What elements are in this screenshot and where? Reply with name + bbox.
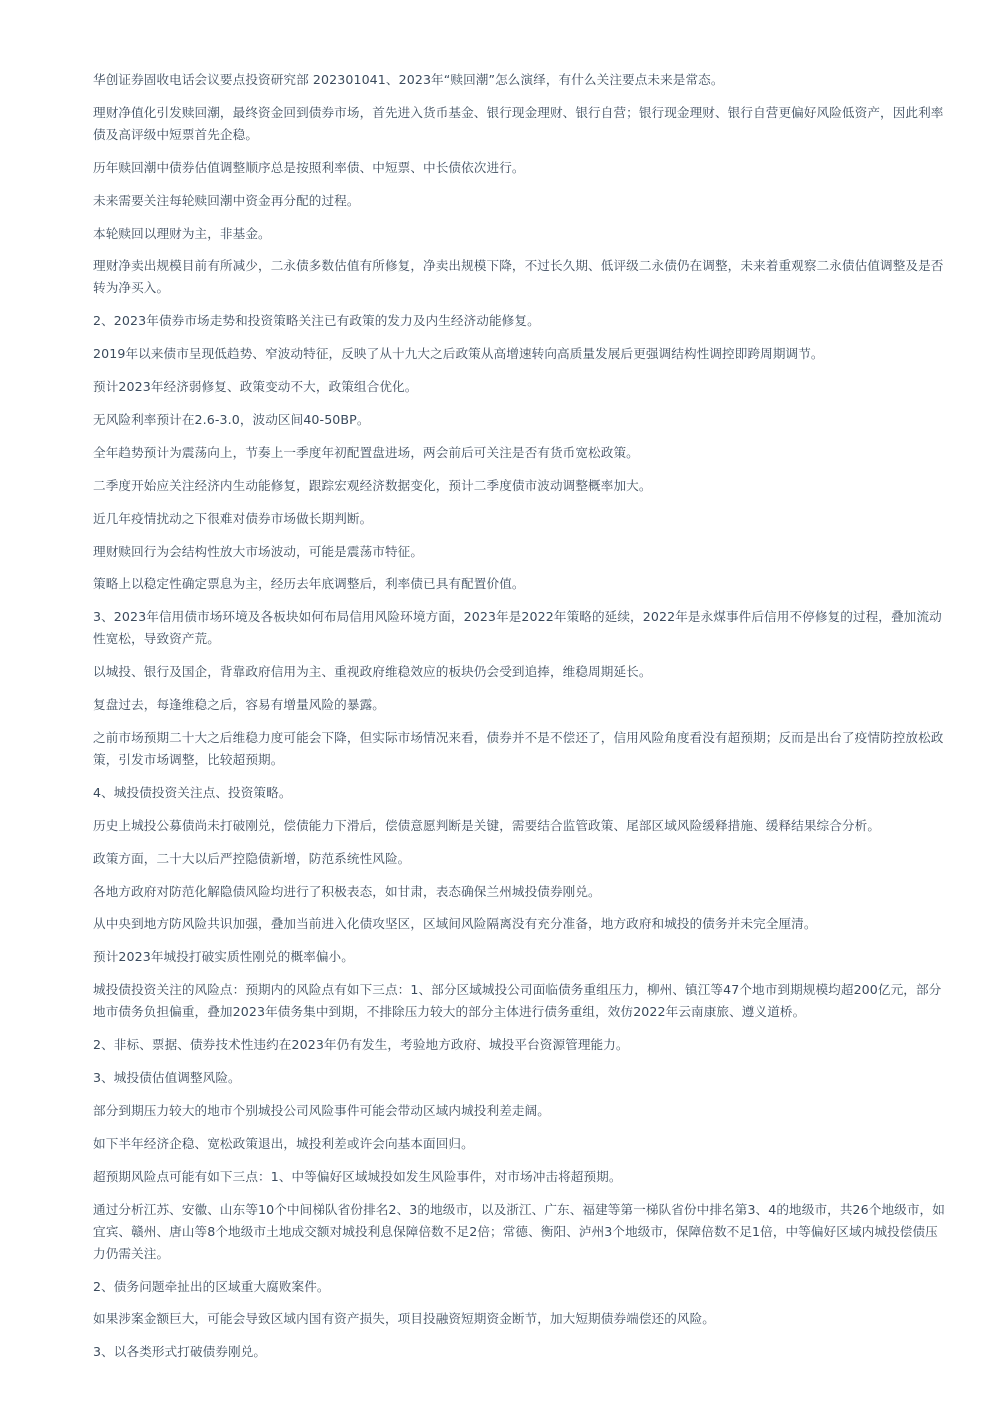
paragraph: 2019年以来债市呈现低趋势、窄波动特征，反映了从十九大之后政策从高增速转向高质量发展后更强调结构性调控即跨周期调节。 — [93, 346, 824, 362]
paragraph: 理财净值化引发赎回潮，最终资金回到债券市场，首先进入货币基金、银行现金理财、银行自营；银行现金理财、银行自营更偏好风险低资产，因此利率债及高评级中短票首先企稳。 — [93, 104, 944, 142]
paragraph: 之前市场预期二十大之后维稳力度可能会下降，但实际市场情况来看，债券并不是不偿还了，信用风险角度看没有超预期；反而是出台了疫情防控放松政策，引发市场调整，比较超预期。 — [93, 730, 944, 768]
paragraph: 未来需要关注每轮赎回潮中资金再分配的过程。 — [93, 192, 360, 208]
paragraph: 4、城投债投资关注点、投资策略。 — [93, 784, 292, 800]
paragraph: 如下半年经济企稳、宽松政策退出，城投利差或许会向基本面回归。 — [93, 1135, 474, 1151]
paragraph: 策略上以稳定性确定票息为主，经历去年底调整后，利率债已具有配置价值。 — [93, 576, 525, 592]
paragraph: 政策方面，二十大以后严控隐债新增，防范系统性风险。 — [93, 850, 411, 866]
paragraph: 本轮赎回以理财为主，非基金。 — [93, 225, 271, 241]
paragraph: 无风险利率预计在2.6-3.0，波动区间40-50BP。 — [93, 412, 370, 428]
paragraph: 以城投、银行及国企，背靠政府信用为主、重视政府维稳效应的板块仍会受到追捧，维稳周期延长。 — [93, 664, 652, 680]
document-body — [93, 69, 945, 1374]
paragraph: 预计2023年经济弱修复、政策变动不大，政策组合优化。 — [93, 379, 418, 395]
paragraph: 二季度开始应关注经济内生动能修复，跟踪宏观经济数据变化，预计二季度债市波动调整概率加大。 — [93, 477, 652, 493]
paragraph: 理财净卖出规模目前有所减少，二永债多数估值有所修复，净卖出规模下降，不过长久期、低评级二永债仍在调整，未来着重观察二永债估值调整及是否转为净买入。 — [93, 258, 944, 296]
paragraph: 理财赎回行为会结构性放大市场波动，可能是震荡市特征。 — [93, 543, 424, 559]
paragraph: 超预期风险点可能有如下三点：1、中等偏好区域城投如发生风险事件，对市场冲击将超预期。 — [93, 1168, 622, 1184]
paragraph: 3、城投债估值调整风险。 — [93, 1070, 241, 1086]
paragraph: 2、非标、票据、债券技术性违约在2023年仍有发生，考验地方政府、城投平台资源管理能力。 — [93, 1037, 629, 1053]
paragraph: 如果涉案金额巨大，可能会导致区域内国有资产损失，项目投融资短期资金断节，加大短期债券端偿还的风险。 — [93, 1311, 715, 1327]
paragraph: 全年趋势预计为震荡向上，节奏上一季度年初配置盘进场，两会前后可关注是否有货币宽松政策。 — [93, 444, 639, 460]
paragraph: 各地方政府对防范化解隐债风险均进行了积极表态，如甘肃，表态确保兰州城投债券刚兑。 — [93, 883, 601, 899]
paragraph: 复盘过去，每逢维稳之后，容易有增量风险的暴露。 — [93, 697, 385, 713]
paragraph: 华创证券固收电话会议要点投资研究部 202301041、2023年“赎回潮”怎么演绎，有什么关注要点未来是常态。 — [93, 72, 724, 87]
paragraph: 部分到期压力较大的地市个别城投公司风险事件可能会带动区域内城投利差走阔。 — [93, 1102, 550, 1118]
paragraph: 3、2023年信用债市场环境及各板块如何布局信用风险环境方面，2023年是2022年策略的延续，2022年是永煤事件后信用不停修复的过程，叠加流动性宽松，导致资产荒。 — [93, 609, 942, 647]
paragraph: 历史上城投公募债尚未打破刚兑，偿债能力下滑后，偿债意愿判断是关键，需要结合监管政策、尾部区域风险缓释措施、缓释结果综合分析。 — [93, 817, 881, 833]
paragraph: 2、2023年债券市场走势和投资策略关注已有政策的发力及内生经济动能修复。 — [93, 313, 540, 329]
paragraph: 通过分析江苏、安徽、山东等10个中间梯队省份排名2、3的地级市，以及浙江、广东、福建等第一梯队省份中排名第3、4的地级市，共26个地级市，如宜宾、赣州、唐山等8个地级市土地成交额对城投利息保障倍数不足2倍；常德、衡阳、泸州3个地级市，保障倍数不足1倍，中等偏好区域内城投偿债压力仍需关注。 — [93, 1201, 945, 1261]
paragraph: 历年赎回潮中债券估值调整顺序总是按照利率债、中短票、中长债依次进行。 — [93, 159, 525, 175]
paragraph: 预计2023年城投打破实质性刚兑的概率偏小。 — [93, 949, 354, 965]
paragraph: 从中央到地方防风险共识加强，叠加当前进入化债攻坚区，区域间风险隔离没有充分准备，地方政府和城投的债务并未完全厘清。 — [93, 916, 817, 932]
paragraph: 3、以各类形式打破债券刚兑。 — [93, 1344, 267, 1360]
paragraph: 城投债投资关注的风险点：预期内的风险点有如下三点：1、部分区域城投公司面临债务重组压力，柳州、镇江等47个地市到期规模均超200亿元，部分地市债务负担偏重，叠加2023年债务集中到期，不排除压力较大的部分主体进行债务重组，效仿2022年云南康旅、遵义道桥。 — [93, 982, 942, 1020]
paragraph: 2、债务问题牵扯出的区域重大腐败案件。 — [93, 1278, 330, 1294]
paragraph: 近几年疫情扰动之下很难对债券市场做长期判断。 — [93, 510, 373, 526]
